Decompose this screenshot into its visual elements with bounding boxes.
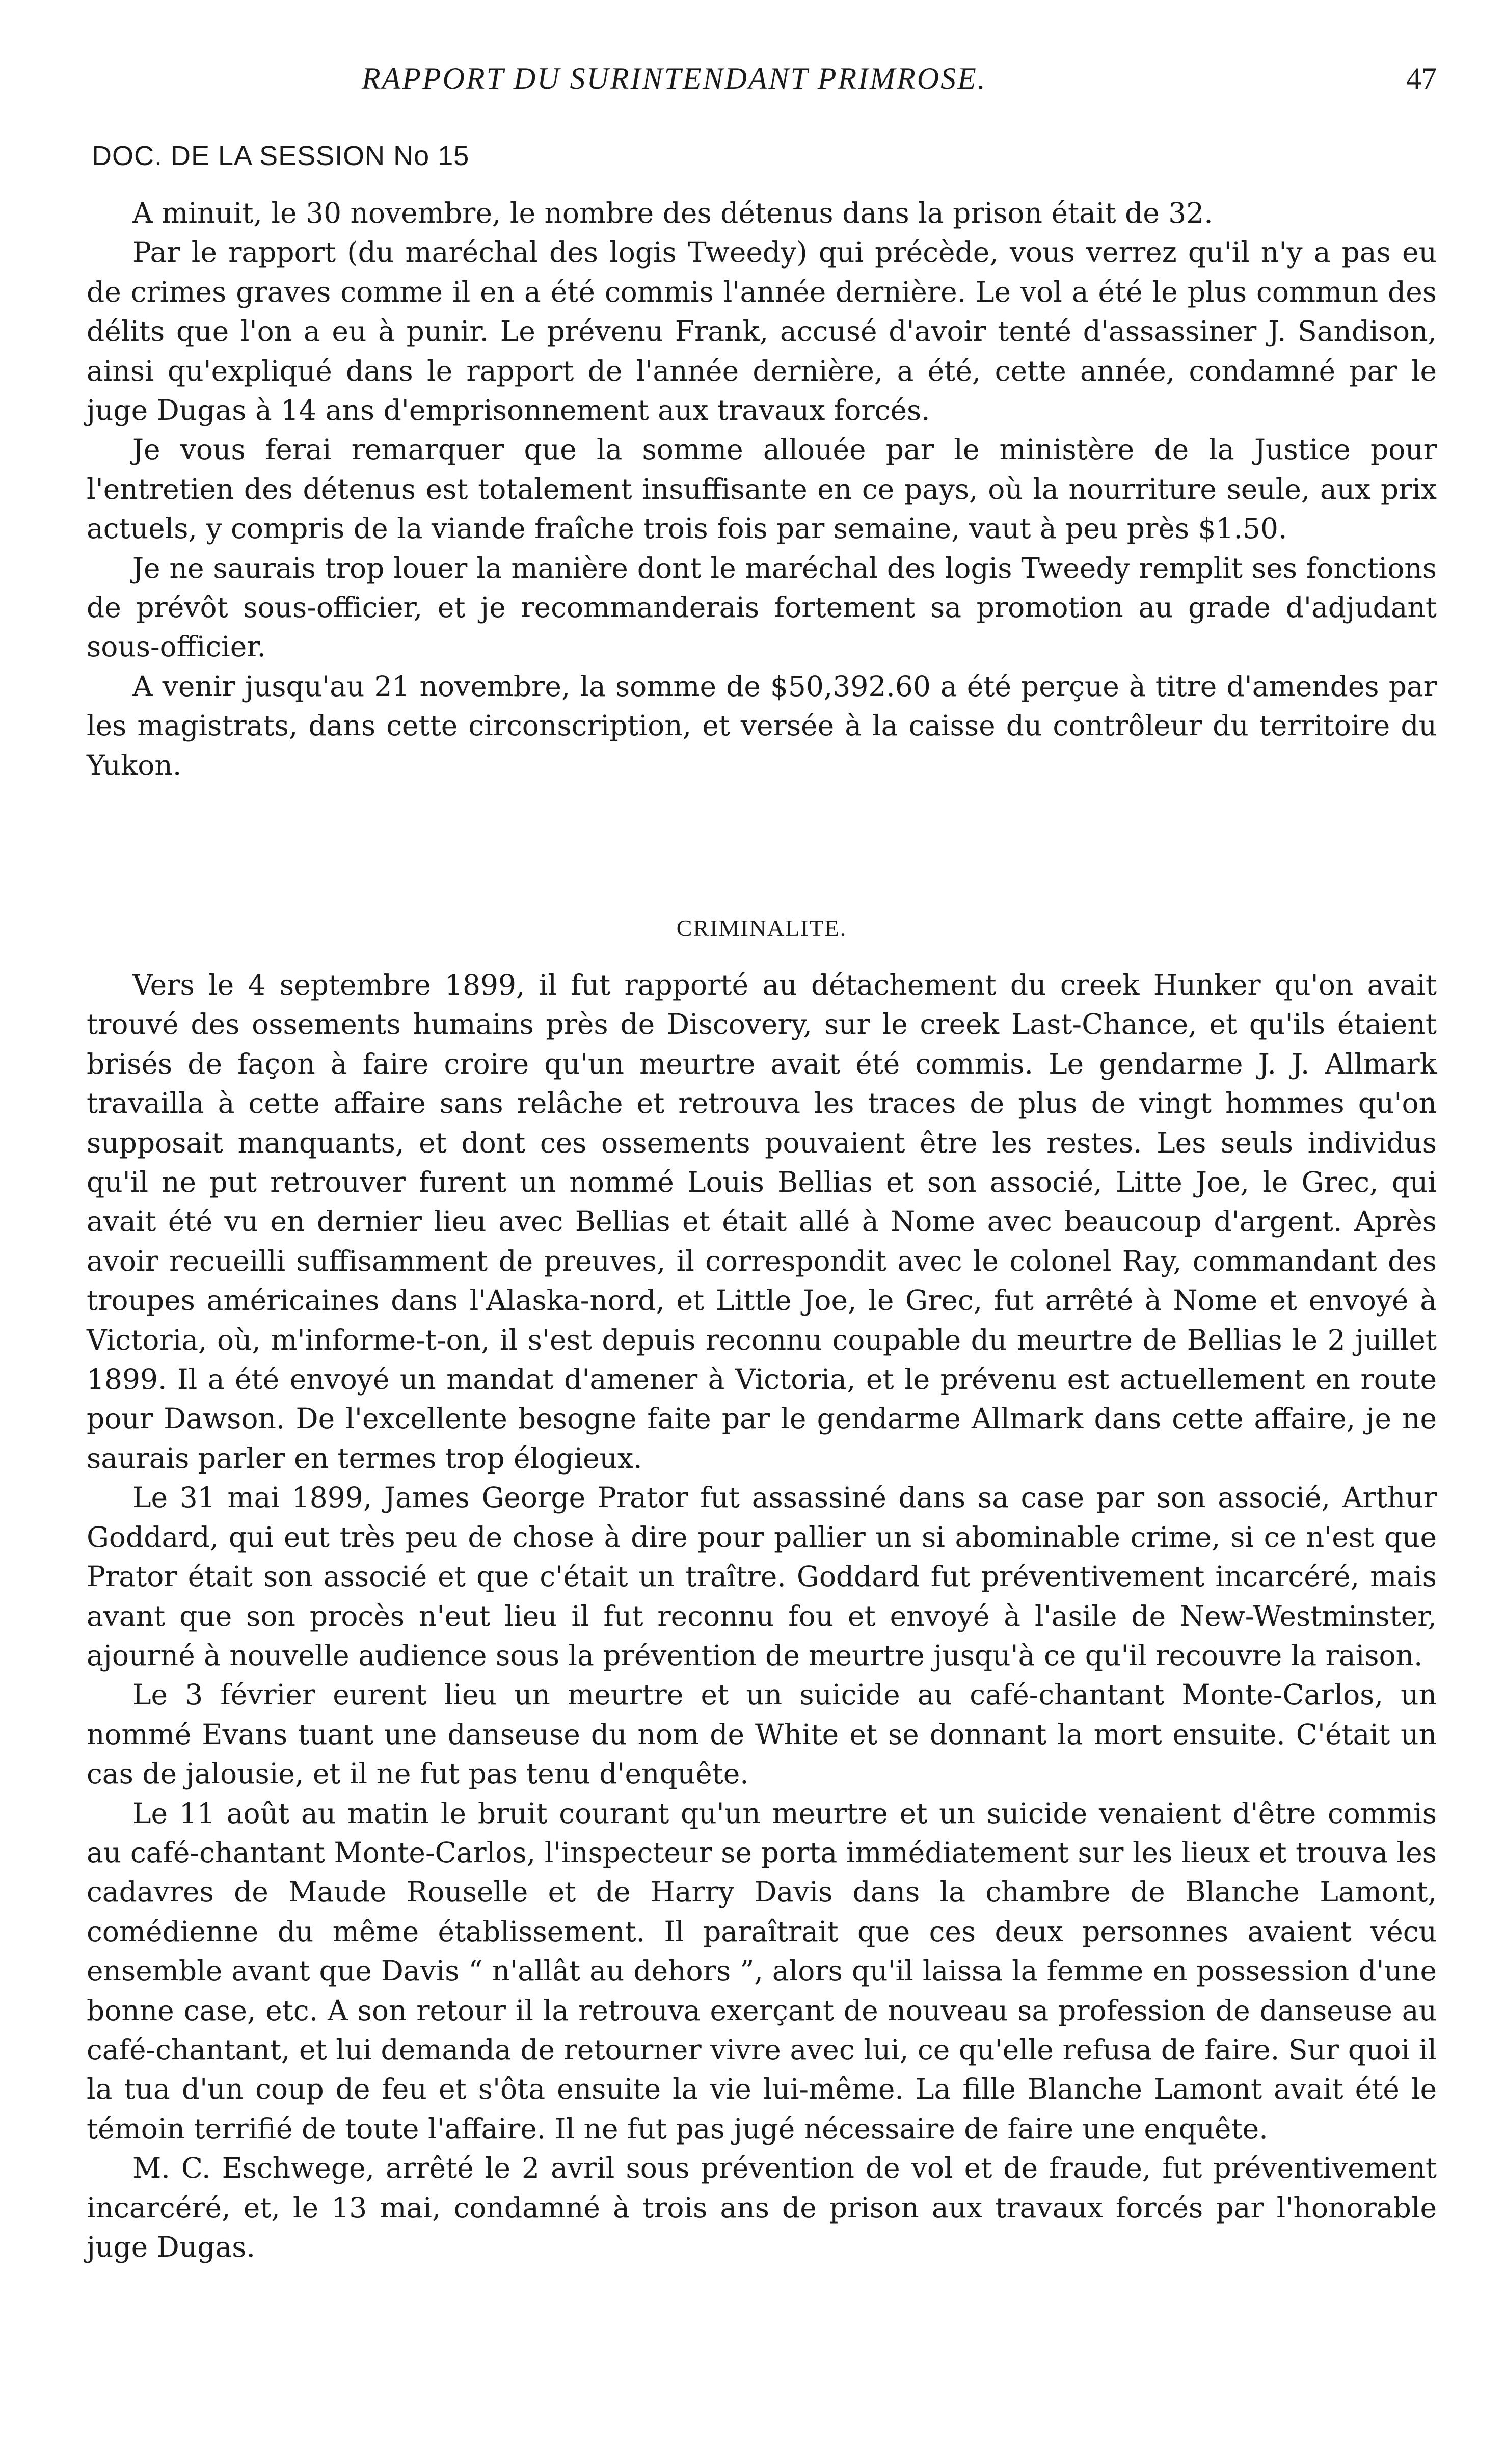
intro-text bbox=[87, 194, 1437, 785]
paragraph: Je ne saurais trop louer la manière dont le maréchal des logis Tweedy remplit ses fonctions de prévôt sous-officier, et je recommanderais fortement sa promotion au grade d'adjudant sous-officier. bbox=[87, 551, 1437, 663]
paragraph: M. C. Eschwege, arrêté le 2 avril sous prévention de vol et de fraude, fut préventivement incarcéré, et, le 13 mai, condamné à trois ans de prison aux travaux forcés par l'honorable juge Dugas. bbox=[87, 2152, 1437, 2263]
crime-section-text bbox=[87, 966, 1437, 2267]
paragraph: A venir jusqu'au 21 novembre, la somme de $50,392.60 a été perçue à titre d'amendes par les magistrats, dans cette circonscription, et versée à la caisse du contrôleur du territoire du Yukon. bbox=[87, 669, 1437, 782]
running-head bbox=[87, 61, 1437, 102]
paragraph: Le 3 février eurent lieu un meurtre et un suicide au café-chantant Monte-Carlos, un nommé Evans tuant une danseuse du nom de White et se donnant la mort ensuite. C'était un cas de jalousie, et il ne fut pas tenu d'enquête. bbox=[87, 1678, 1437, 1790]
session-label: DOC. DE LA SESSION No 15 bbox=[92, 141, 470, 171]
section-heading: CRIMINALITE. bbox=[676, 915, 847, 941]
paragraph: Par le rapport (du maréchal des logis Tweedy) qui précède, vous verrez qu'il n'y a pas eu de crimes graves comme il en a été commis l'année dernière. Le vol a été le plus commun des délits que l'on a eu à punir. Le prévenu Frank, accusé d'avoir tenté d'assassiner J. Sandison, ainsi qu'expliqué dans le rapport de l'année dernière, a été, cette année, condamné par le juge Dugas à 14 ans d'emprisonnement aux travaux forcés. bbox=[87, 236, 1437, 427]
paragraph: A minuit, le 30 novembre, le nombre des détenus dans la prison était de 32. bbox=[132, 197, 1213, 229]
running-title: RAPPORT DU SURINTENDANT PRIMROSE. bbox=[362, 62, 987, 95]
page-number: 47 bbox=[1406, 62, 1437, 95]
document-page bbox=[87, 0, 1437, 2464]
paragraph: Je vous ferai remarquer que la somme allouée par le ministère de la Justice pour l'entretien des détenus est totalement insuffisante en ce pays, où la nourriture seule, aux prix actuels, y compris de la viande fraîche trois fois par semaine, vaut à peu près $1.50. bbox=[87, 433, 1437, 545]
paragraph: Le 31 mai 1899, James George Prator fut assassiné dans sa case par son associé, Arthur Goddard, qui eut très peu de chose à dire pour pallier un si abominable crime, si ce n'est que Prator était son associé et que c'était un traître. Goddard fut préventivement incarcéré, mais avant que son procès n'eut lieu il fut reconnu fou et envoyé à l'asile de New-Westminster, ajourné à nouvelle audience sous la prévention de meurtre jusqu'à ce qu'il recouvre la raison. bbox=[87, 1481, 1437, 1672]
paragraph: Le 11 août au matin le bruit courant qu'un meurtre et un suicide venaient d'être commis au café-chantant Monte-Carlos, l'inspecteur se porta immédiatement sur les lieux et trouva les cadavres de Maude Rouselle et de Harry Davis dans la chambre de Blanche Lamont, comédienne du même établissement. Il paraîtrait que ces deux personnes avaient vécu ensemble avant que Davis “ n'allât au dehors ”, alors qu'il laissa la femme en possession d'une bonne case, etc. A son retour il la retrouva exerçant de nouveau sa profession de danseuse au café-chantant, et lui demanda de retourner vivre avec lui, ce qu'elle refusa de faire. Sur quoi il la tua d'un coup de feu et s'ôta ensuite la vie lui-même. La fille Blanche Lamont avait été le témoin terrifié de toute l'affaire. Il ne fut pas jugé nécessaire de faire une enquête. bbox=[87, 1797, 1437, 2145]
paragraph: Vers le 4 septembre 1899, il fut rapporté au détachement du creek Hunker qu'on avait trouvé des ossements humains près de Discovery, sur le creek Last-Chance, et qu'ils étaient brisés de façon à faire croire qu'un meurtre avait été commis. Le gendarme J. J. Allmark travailla à cette affaire sans relâche et retrouva les traces de plus de vingt hommes qu'on supposait manquants, et dont ces ossements pouvaient être les restes. Les seuls individus qu'il ne put retrouver furent un nommé Louis Bellias et son associé, Litte Joe, le Grec, qui avait été vu en dernier lieu avec Bellias et était allé à Nome avec beaucoup d'argent. Après avoir recueilli suffisamment de preuves, il correspondit avec le colonel Ray, commandant des troupes américaines dans l'Alaska-nord, et Little Joe, le Grec, fut arrêté à Nome et envoyé à Victoria, où, m'informe-t-on, il s'est depuis reconnu coupable du meurtre de Bellias le 2 juillet 1899. Il a été envoyé un mandat d'amener à Victoria, et le prévenu est actuellement en route pour Dawson. De l'excellente besogne faite par le gendarme Allmark dans cette affaire, je ne saurais parler en termes trop élogieux. bbox=[87, 969, 1437, 1475]
